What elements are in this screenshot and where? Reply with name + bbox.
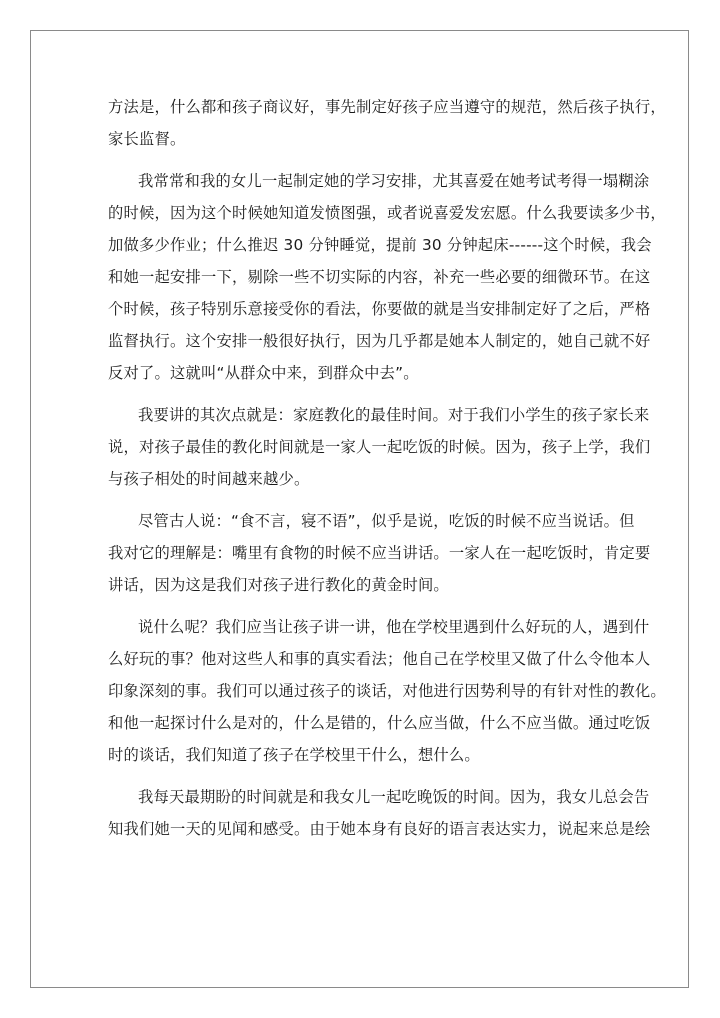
text-line: 说，对孩子最佳的教化时间就是一家人一起吃饭的时候。因为，孩子上学，我们 <box>108 438 651 456</box>
text-line: 印象深刻的事。我们可以通过孩子的谈话，对他进行因势利导的有针对性的教化。 <box>108 682 666 700</box>
text-line: 我对它的理解是：嘴里有食物的时候不应当讲话。一家人在一起吃饭时，肯定要 <box>108 544 651 562</box>
text-line: 和他一起探讨什么是对的，什么是错的，什么应当做，什么不应当做。通过吃饭 <box>108 714 651 732</box>
text-line: 知我们她一天的见闻和感受。由于她本身有良好的语言表达实力，说起来总是绘 <box>108 820 651 838</box>
paragraph-5 <box>108 611 666 771</box>
text-line: 个时候，孩子特别乐意接受你的看法，你要做的就是当安排制定好了之后，严格 <box>108 300 651 318</box>
text-line: 与孩子相处的时间越来越少。 <box>108 470 310 488</box>
text-line: 家长监督。 <box>108 130 186 148</box>
text-line: 时的谈话，我们知道了孩子在学校里干什么，想什么。 <box>108 746 480 764</box>
paragraph-4 <box>108 505 651 601</box>
paragraph-3 <box>108 399 651 495</box>
text-line: 说什么呢？我们应当让孩子讲一讲，他在学校里遇到什么好玩的人，遇到什 <box>138 618 650 636</box>
text-line: 我要讲的其次点就是：家庭教化的最佳时间。对于我们小学生的孩子家长来 <box>138 406 650 424</box>
text-line: 我每天最期盼的时间就是和我女儿一起吃晚饭的时间。因为，我女儿总会告 <box>138 788 650 806</box>
text-line: 加做多少作业；什么推迟 30 分钟睡觉，提前 30 分钟起床------这个时候，我会 <box>108 236 652 254</box>
document-body <box>108 91 666 855</box>
text-line: 么好玩的事？他对这些人和事的真实看法；他自己在学校里又做了什么令他本人 <box>108 650 651 668</box>
text-line: 讲话，因为这是我们对孩子进行教化的黄金时间。 <box>108 576 449 594</box>
text-line: 监督执行。这个安排一般很好执行，因为几乎都是她本人制定的，她自己就不好 <box>108 332 651 350</box>
text-line: 的时候，因为这个时候她知道发愤图强，或者说喜爱发宏愿。什么我要读多少书， <box>108 204 666 222</box>
paragraph-2 <box>108 165 666 389</box>
paragraph-1 <box>108 91 666 155</box>
paragraph-6 <box>108 781 651 845</box>
text-line: 反对了。这就叫“从群众中来，到群众中去”。 <box>108 364 419 382</box>
text-line: 我常常和我的女儿一起制定她的学习安排，尤其喜爱在她考试考得一塌糊涂 <box>138 172 650 190</box>
text-line: 和她一起安排一下，剔除一些不切实际的内容，补充一些必要的细微环节。在这 <box>108 268 651 286</box>
text-line: 方法是，什么都和孩子商议好，事先制定好孩子应当遵守的规范，然后孩子执行， <box>108 98 666 116</box>
text-line: 尽管古人说：“食不言，寝不语”，似乎是说，吃饭的时候不应当说话。但 <box>138 512 635 530</box>
